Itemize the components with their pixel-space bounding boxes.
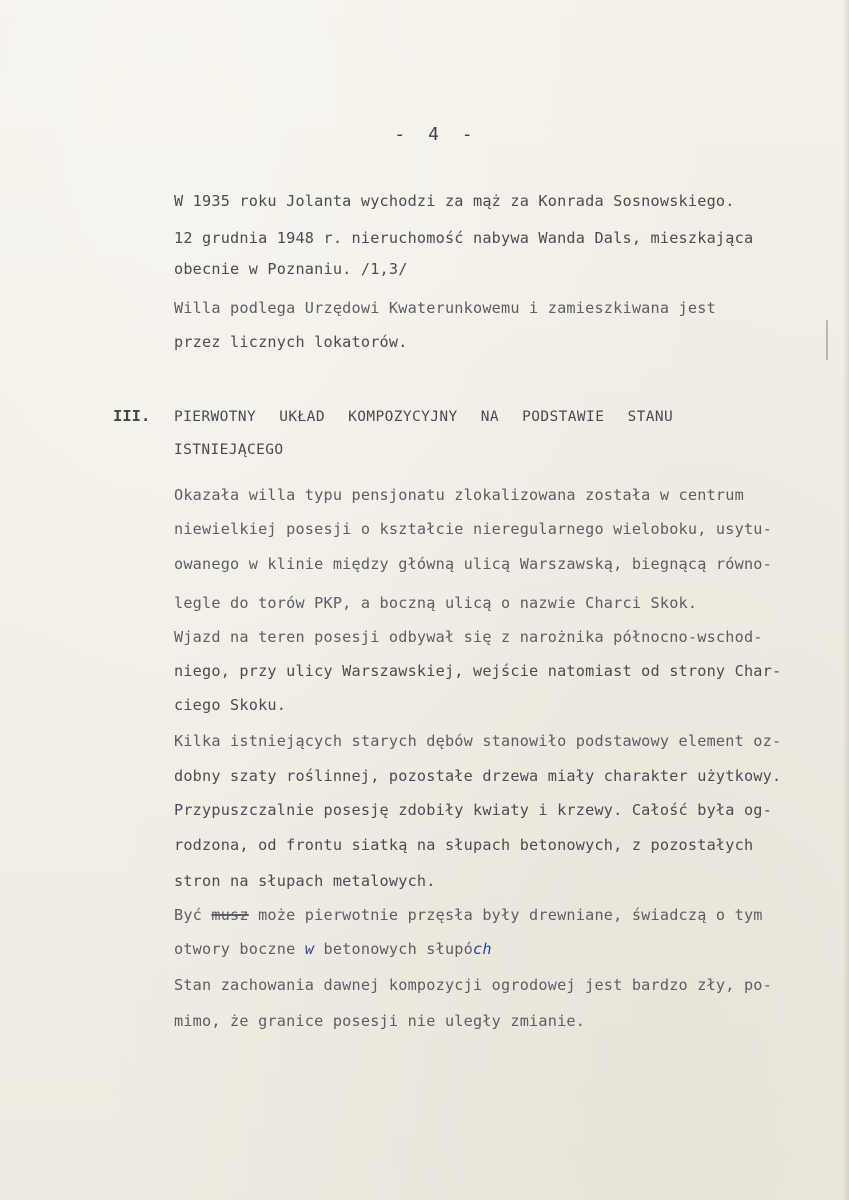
text-segment: może pierwotnie przęsła były drewniane, świadczą o tym <box>248 906 763 924</box>
page-edge-shadow <box>843 0 849 1200</box>
margin-pencil-mark <box>826 320 828 360</box>
text-line: rodzona, od frontu siatką na słupach betonowych, z pozostałych <box>174 836 754 854</box>
text-line: przez licznych lokatorów. <box>174 333 408 351</box>
text-line: Kilka istniejących starych dębów stanowiło podstawowy element oz- <box>174 732 782 750</box>
text-line: ciego Skoku. <box>174 696 287 714</box>
text-line: Wjazd na teren posesji odbywał się z narożnika północno-wschod- <box>174 628 763 646</box>
text-line: mimo, że granice posesji nie uległy zmianie. <box>174 1012 586 1030</box>
text-line: 12 grudnia 1948 r. nieruchomość nabywa Wanda Dals, mieszkająca <box>174 229 754 247</box>
handwritten-insert: ch <box>473 940 492 958</box>
text-line-with-correction <box>174 906 763 924</box>
handwritten-insert: w <box>304 940 315 958</box>
text-line: legle do torów PKP, a boczną ulicą o nazwie Charci Skok. <box>174 594 698 612</box>
text-line: Przypuszczalnie posesję zdobiły kwiaty i krzewy. Całość była og- <box>174 801 772 819</box>
section-number: III. <box>113 407 151 425</box>
text-line: obecnie w Poznaniu. /1,3/ <box>174 260 408 278</box>
text-segment: otwory boczne <box>174 940 305 958</box>
text-line: niewielkiej posesji o kształcie nieregularnego wieloboku, usytu- <box>174 520 772 538</box>
section-title-line-1: PIERWOTNY UKŁAD KOMPOZYCYJNY NA PODSTAWIE STANU <box>174 409 674 425</box>
text-line-with-handwriting <box>174 940 492 958</box>
text-line: dobny szaty roślinnej, pozostałe drzewa miały charakter użytkowy. <box>174 767 782 785</box>
text-segment: Być <box>174 906 212 924</box>
text-line: niego, przy ulicy Warszawskiej, wejście natomiast od strony Char- <box>174 662 782 680</box>
text-line: Willa podlega Urzędowi Kwaterunkowemu i zamieszkiwana jest <box>174 299 716 317</box>
section-title-line-2: ISTNIEJĄCEGO <box>174 442 284 458</box>
text-line: W 1935 roku Jolanta wychodzi za mąż za Konrada Sosnowskiego. <box>174 192 735 210</box>
text-line: stron na słupach metalowych. <box>174 872 436 890</box>
text-line: owanego w klinie między główną ulicą Warszawską, biegnącą równo- <box>174 555 772 573</box>
struck-text: musz <box>211 906 249 924</box>
text-line: Stan zachowania dawnej kompozycji ogrodowej jest bardzo zły, po- <box>174 976 772 994</box>
text-line: Okazała willa typu pensjonatu zlokalizowana została w centrum <box>174 486 744 504</box>
page-number: - 4 - <box>394 124 479 145</box>
text-segment: betonowych słupó <box>314 940 473 958</box>
